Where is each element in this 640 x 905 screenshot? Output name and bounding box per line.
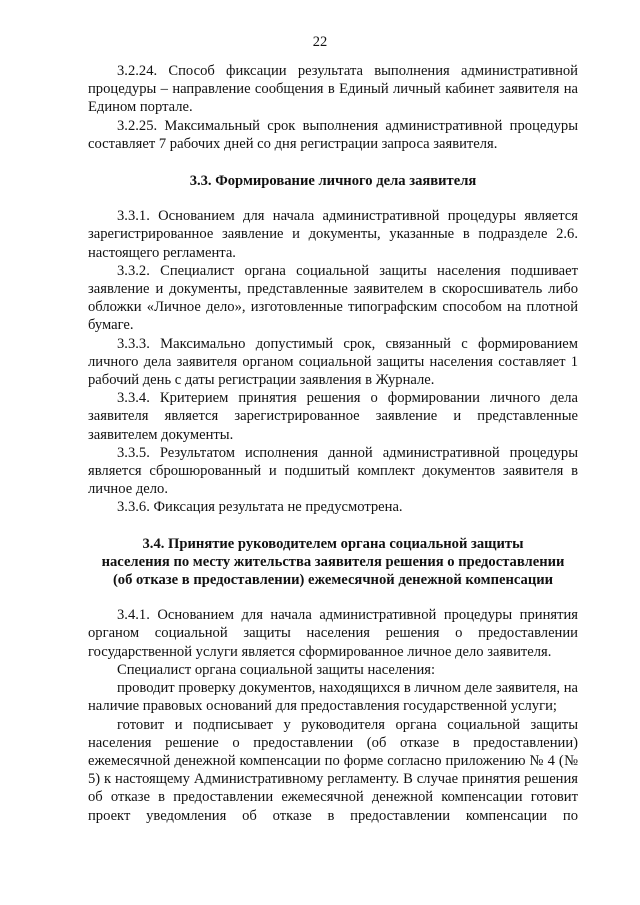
paragraph-3-2-24: 3.2.24. Способ фиксации результата выполнения административной процедуры – направление сообщения в Единый личный кабинет заявителя на Едином портале. xyxy=(88,63,578,116)
paragraph-3-3-4: 3.3.4. Критерием принятия решения о формировании личного дела заявителя является зарегистрированное заявление и представленные заявителем документы. xyxy=(88,390,578,443)
paragraph-3-3-2: 3.3.2. Специалист органа социальной защиты населения подшивает заявление и документы, представленные заявителем в скоросшиватель либо обложки «Личное дело», изготовленные типографским способом на плотной бумаге. xyxy=(88,262,578,334)
paragraph-3-2-25: 3.2.25. Максимальный срок выполнения административной процедуры составляет 7 рабочих дней со дня регистрации запроса заявителя. xyxy=(88,117,578,152)
paragraph-specialist: Специалист органа социальной защиты населения: xyxy=(117,661,436,678)
page-number: 22 xyxy=(312,34,328,50)
section-heading-3-4-line-3: (об отказе в предоставлении) ежемесячной денежной компенсации xyxy=(112,572,554,589)
paragraph-3-3-1: 3.3.1. Основанием для начала административной процедуры является зарегистрированное заявление и документы, указанные в подразделе 2.6. настоящего регламента. xyxy=(88,208,578,261)
section-heading-3-4 xyxy=(88,535,578,590)
section-heading-3-4-line-2: населения по месту жительства заявителя решения о предоставлении xyxy=(101,553,565,570)
paragraph-3-3-6: 3.3.6. Фиксация результата не предусмотрена. xyxy=(117,499,403,516)
paragraph-3-4-1: 3.4.1. Основанием для начала административной процедуры принятия органом социальной защиты населения решения о предоставлении государственной услуги является сформированное личное дело заявителя. xyxy=(88,607,578,660)
paragraph-3-3-3: 3.3.3. Максимально допустимый срок, связанный с формированием личного дела заявителя органом социальной защиты населения составляет 1 рабочий день с даты регистрации заявления в Журнале. xyxy=(88,335,578,389)
paragraph-prepares-decision: готовит и подписывает у руководителя органа социальной защиты населения решение о предоставлении (об отказе в предоставлении) ежемесячной денежной компенсации по форме согласно приложению № 4 (№ 5) к настоящему Административному регламенту. В случае принятия решения об отказе в предоставлении ежемесячной денежной компенсации готовит проект уведомления об отказе в предоставлении компенсации по xyxy=(88,716,578,824)
section-heading-3-4-line-1: 3.4. Принятие руководителем органа социальной защиты xyxy=(142,535,524,552)
document-body xyxy=(88,62,578,825)
section-heading-3-3: 3.3. Формирование личного дела заявителя xyxy=(189,173,477,190)
paragraph-checks-documents: проводит проверку документов, находящихся в личном деле заявителя, на наличие правовых оснований для предоставления государственной услуги; xyxy=(88,680,578,715)
paragraph-3-3-5: 3.3.5. Результатом исполнения данной административной процедуры является сброшюрованный и подшитый комплект документов заявителя в личное дело. xyxy=(88,444,578,498)
